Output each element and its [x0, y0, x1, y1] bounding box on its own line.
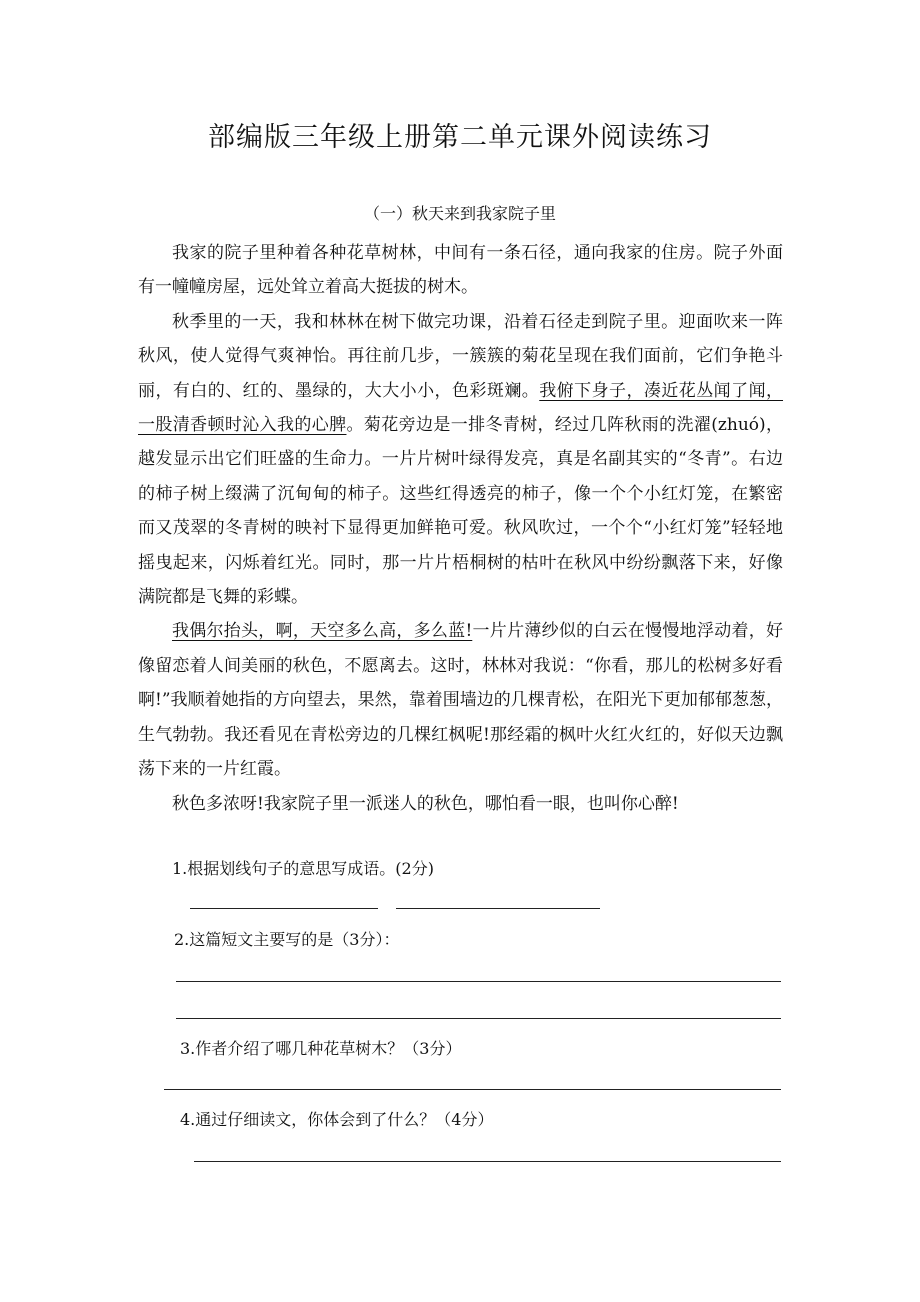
- underlined-sentence-2: 我偶尔抬头，啊，天空多么高，多么蓝!: [172, 621, 473, 642]
- question-4: 4.通过仔细读文，你体会到了什么？（4分）: [180, 1110, 494, 1129]
- reading-passage: [138, 236, 783, 821]
- paragraph-2: [138, 305, 783, 615]
- paragraph-2-text-b: 。菊花旁边是一排冬青树，经过几阵秋雨的洗濯(zhuó)，越发显示出它们旺盛的生命力。一片片树叶绿得发亮，真是名副其实的“冬青”。右边的柿子树上缀满了沉甸甸的柿子。这些红得透亮的柿子，像一个个小红灯笼，在繁密而又茂翠的冬青树的映衬下显得更加鲜艳可爱。秋风吹过，一个个“小红灯笼”轻轻地摇曳起来，闪烁着红光。同时，那一片片梧桐树的枯叶在秋风中纷纷飘落下来，好像满院都是飞舞的彩蝶。: [138, 415, 784, 608]
- page-title: 部编版三年级上册第二单元课外阅读练习: [208, 122, 712, 153]
- question-3: 3.作者介绍了哪几种花草树木？（3分）: [180, 1039, 462, 1058]
- question-2: 2.这篇短文主要写的是（3分）：: [174, 930, 400, 949]
- question-1: 1.根据划线句子的意思写成语。(2分): [172, 859, 434, 878]
- answer-line-q2-b[interactable]: [176, 1018, 781, 1019]
- paragraph-1: 我家的院子里种着各种花草树林，中间有一条石径，通向我家的住房。院子外面有一幢幢房屋，远处耸立着高大挺拔的树木。: [138, 243, 783, 298]
- answer-line-q3[interactable]: [164, 1089, 781, 1090]
- answer-line-q1-b[interactable]: [396, 908, 600, 909]
- paragraph-2-text-a: 秋季里的一天，我和林林在树下做完功课，沿着石径走到院子里。迎面吹来一阵秋风，使人觉得气爽神怡。再往前几步，一簇簇的菊花呈现在我们面前，它们争艳斗丽，有白的、红的、墨绿的，大大小小，色彩斑斓。: [138, 311, 783, 401]
- paragraph-3-text: 一片片薄纱似的白云在慢慢地浮动着，好像留恋着人间美丽的秋色，不愿离去。这时，林林对我说：“你看，那儿的松树多好看啊!”我顺着她指的方向望去，果然，靠着围墙边的几棵青松，在阳光下更加郁郁葱葱，生气勃勃。我还看见在青松旁边的几棵红枫呢!那经霜的枫叶火红火红的，好似天边飘荡下来的一片红霞。: [138, 621, 783, 780]
- paragraph-4: 秋色多浓呀!我家院子里一派迷人的秋色，哪怕看一眼，也叫你心醉!: [172, 793, 679, 814]
- answer-line-q1-a[interactable]: [190, 908, 378, 909]
- answer-line-q4[interactable]: [194, 1161, 781, 1162]
- paragraph-3: [138, 614, 783, 786]
- section-title: （一）秋天来到我家院子里: [363, 204, 556, 223]
- answer-line-q2-a[interactable]: [176, 981, 781, 982]
- underlined-sentence-1: 我俯下身子，凑近花丛闻了闻，一股清香顿时沁入我的心脾: [138, 380, 784, 436]
